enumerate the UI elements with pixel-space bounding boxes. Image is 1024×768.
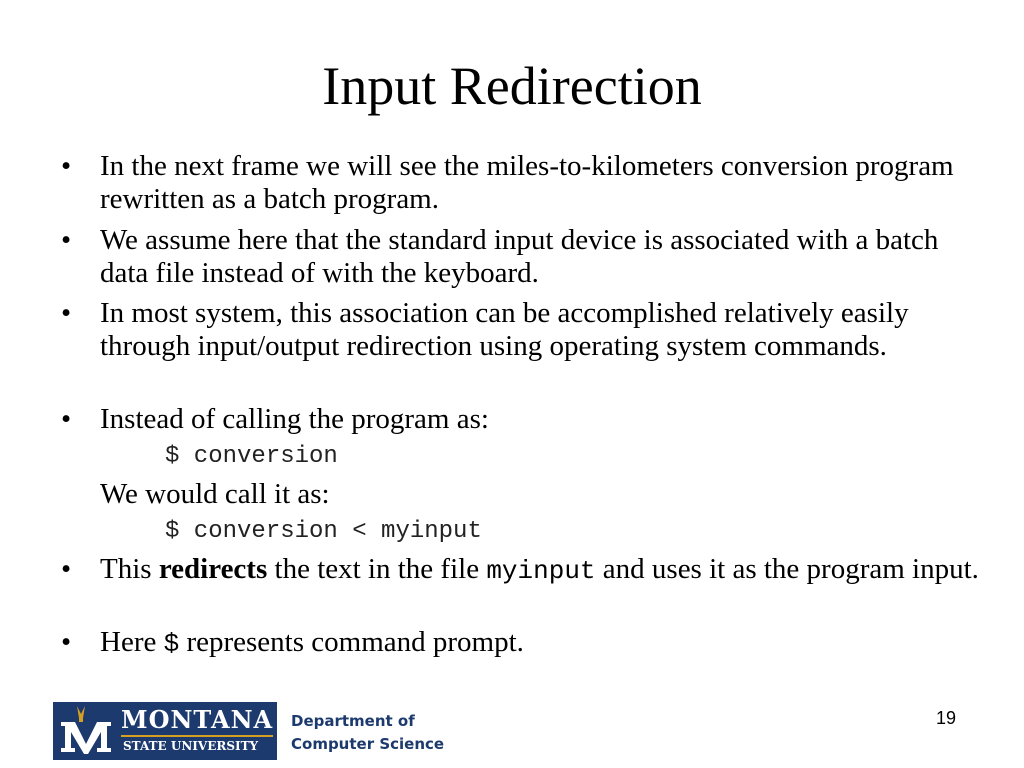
bullet-item-4: Instead of calling the program as:: [100, 403, 489, 435]
university-logo: [53, 702, 277, 760]
text-run: represents command prompt.: [186, 626, 524, 658]
bullet-marker: •: [61, 150, 72, 182]
bullet-marker: •: [61, 224, 72, 256]
inline-code: myinput: [486, 556, 596, 586]
logo-mark-icon: [57, 706, 115, 756]
bullet-marker: •: [61, 553, 72, 585]
logo-wordmark: MONTANA: [121, 705, 274, 734]
department-line-2: Computer Science: [291, 735, 445, 753]
slide-title: Input Redirection: [322, 56, 702, 116]
bullet-item-2: We assume here that the standard input device is associated with a batch data file instead of with the keyboard.: [100, 224, 939, 289]
bullet-item-6: [100, 626, 980, 661]
text-run: and uses it as the program input.: [602, 553, 979, 585]
page-number: 19: [936, 708, 957, 728]
code-line: $ conversion: [165, 443, 338, 470]
continuation-text: We would call it as:: [100, 478, 330, 510]
bullet-item-5: [100, 553, 980, 588]
department-label: [291, 710, 444, 756]
bullet-item-1: In the next frame we will see the miles-to-kilometers conversion program rewritten as a batch program.: [100, 150, 954, 215]
logo-subtext: STATE UNIVERSITY: [123, 739, 259, 753]
text-run: Here: [100, 626, 157, 658]
logo-divider: [121, 735, 273, 737]
bullet-marker: •: [61, 626, 72, 658]
emphasis-text: redirects: [158, 553, 268, 585]
inline-code: $: [163, 629, 180, 659]
department-line-1: Department of: [291, 712, 415, 730]
text-run: This: [100, 553, 152, 585]
bullet-marker: •: [61, 403, 72, 435]
bullet-marker: •: [61, 297, 72, 329]
text-run: the text in the file: [274, 553, 480, 585]
bullet-item-3: In most system, this association can be accomplished relatively easily through input/output redirection using operating system commands.: [100, 297, 909, 362]
code-line: $ conversion < myinput: [165, 518, 482, 545]
